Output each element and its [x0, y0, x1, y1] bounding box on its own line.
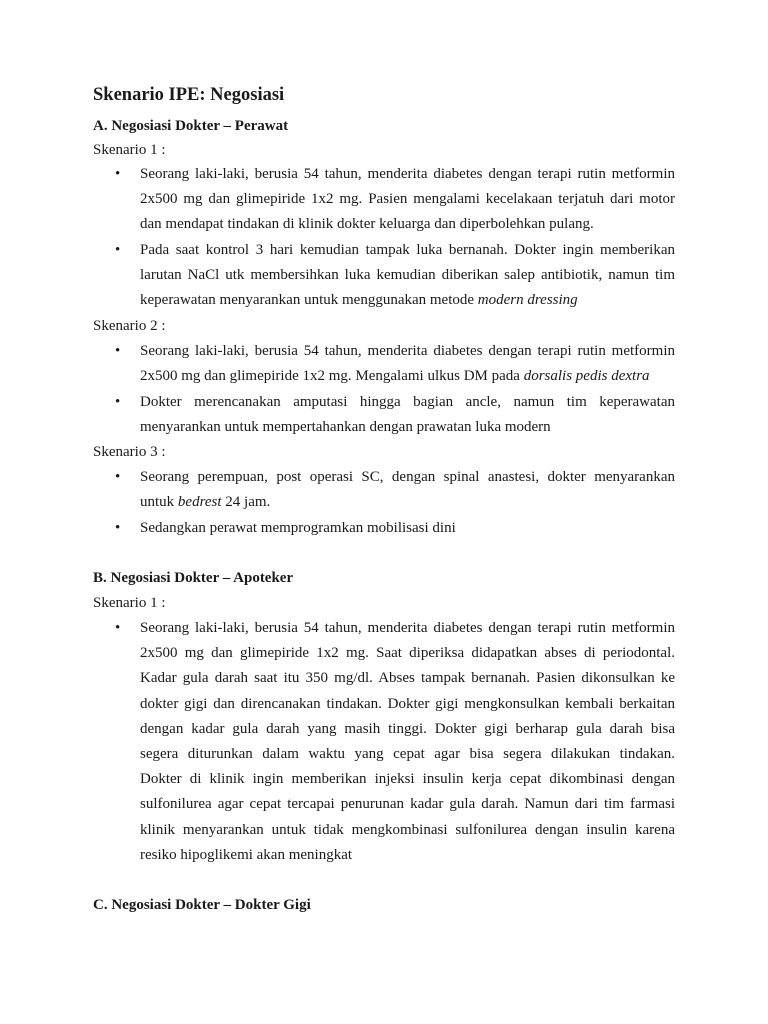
text-line: Dokter merencanakan amputasi hingga bagian ancle, namun tim keperawatan — [140, 394, 675, 410]
bullet-text — [140, 162, 675, 238]
text-fragment: 24 jam. — [225, 494, 271, 511]
italic-term: bedrest — [177, 494, 222, 511]
text-line: Kadar gula darah saat itu 350 mg/dl. Abses tampak bernanah. Pasien dikonsulkan ke — [140, 670, 675, 687]
bullet-text — [140, 516, 675, 541]
bullet-text — [140, 465, 675, 515]
text-line: larutan NaCl utk membersihkan luka kemudian diberikan salep antibiotik, namun tim — [140, 267, 675, 284]
bullet-symbol: • — [115, 469, 121, 485]
text-line — [140, 490, 675, 515]
text-line: Dokter di klinik ingin memberikan injeksi insulin kerja cepat dikombinasi dengan — [140, 771, 675, 788]
text-line: Seorang laki-laki, berusia 54 tahun, menderita diabetes dengan terapi rutin metformin — [140, 343, 675, 359]
bullet-text — [140, 616, 675, 868]
text-line: 2x500 mg dan glimepiride 1x2 mg. Saat diperiksa didapatkan abses di periodontal. — [140, 645, 675, 662]
bullet-symbol: • — [115, 343, 121, 359]
bullet-symbol: • — [115, 520, 121, 536]
text-line: Sedangkan perawat memprogramkan mobilisasi dini — [140, 520, 456, 536]
text-line — [140, 364, 675, 389]
text-line — [140, 288, 675, 313]
italic-term: modern dressing — [477, 292, 578, 309]
scenario-label: Skenario 2 : — [93, 318, 166, 334]
bullet-text — [140, 339, 675, 389]
text-line: Pada saat kontrol 3 hari kemudian tampak luka bernanah. Dokter ingin memberikan — [140, 242, 675, 258]
text-line: dokter gigi dan direncanakan tindakan. Dokter gigi mengkonsulkan kembali berkaitan — [140, 695, 675, 712]
text-line: menyarankan untuk mempertahankan dengan prawatan luka modern — [140, 419, 551, 436]
scenario-label: Skenario 1 : — [93, 595, 166, 611]
text-line: dan mendapat tindakan di klinik dokter keluarga dan diperbolehkan pulang. — [140, 216, 594, 233]
section-heading-a: A. Negosiasi Dokter – Perawat — [93, 118, 289, 134]
text-fragment: 2x500 mg dan glimepiride 1x2 mg. Mengalami ulkus DM pada — [140, 368, 520, 385]
bullet-symbol: • — [115, 620, 121, 636]
section-heading-b: B. Negosiasi Dokter – Apoteker — [93, 570, 294, 586]
text-line: sulfonilurea agar cepat tercapai penurunan kadar gula darah. Namun dari tim farmasi — [140, 796, 675, 813]
section-heading-c: C. Negosiasi Dokter – Dokter Gigi — [93, 897, 311, 913]
scenario-label: Skenario 1 : — [93, 142, 166, 158]
bullet-text — [140, 390, 675, 440]
scenario-label: Skenario 3 : — [93, 444, 166, 460]
bullet-symbol: • — [115, 166, 121, 182]
text-line: dengan kadar gula darah yang masih tinggi. Dokter gigi berharap gula darah bisa — [140, 720, 675, 737]
text-line: Seorang laki-laki, berusia 54 tahun, menderita diabetes dengan terapi rutin metformin — [140, 620, 675, 636]
text-line: 2x500 mg dan glimepiride 1x2 mg. Pasien mengalami kecelakaan terjatuh dari motor — [140, 191, 675, 208]
text-line: Seorang perempuan, post operasi SC, dengan spinal anastesi, dokter menyarankan — [140, 469, 675, 485]
text-fragment: untuk — [140, 494, 175, 511]
italic-term: dorsalis pedis dextra — [523, 368, 650, 385]
bullet-symbol: • — [115, 394, 121, 410]
text-line: Seorang laki-laki, berusia 54 tahun, menderita diabetes dengan terapi rutin metformin — [140, 166, 675, 182]
text-fragment: keperawatan menyarankan untuk menggunakan metode — [140, 292, 475, 309]
bullet-text — [140, 238, 675, 314]
text-line: klinik menyarankan untuk tidak mengkombinasi sulfonilurea dengan insulin karena — [140, 821, 675, 838]
text-line: segera diturunkan dalam waktu yang cepat agar bisa segera dilakukan tindakan. — [140, 746, 675, 763]
bullet-symbol: • — [115, 242, 121, 258]
document-title: Skenario IPE: Negosiasi — [93, 85, 285, 105]
text-line: resiko hipoglikemi akan meningkat — [140, 846, 353, 863]
